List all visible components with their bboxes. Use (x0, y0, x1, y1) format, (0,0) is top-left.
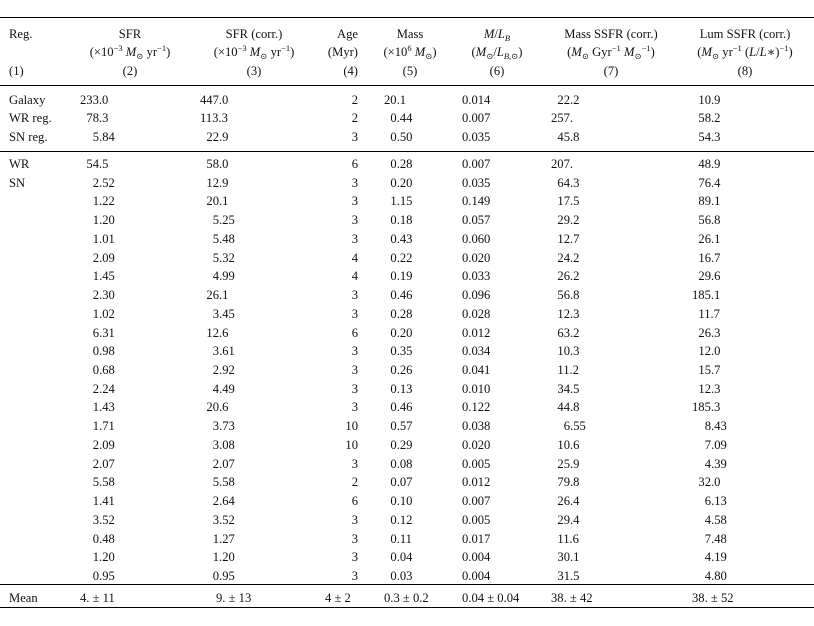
cell-mass: 0.04 (390, 550, 413, 565)
cell-ml: 0.035 (462, 129, 491, 144)
cell-mass-ssfr: 56.8 (557, 288, 580, 303)
cell-mass: 0.19 (390, 269, 413, 284)
cell-sfr-corr: 1.27 (212, 531, 235, 546)
colnum-6: (6) (489, 64, 505, 78)
cell-sfr: 2.09 (92, 250, 115, 265)
cell-lum-ssfr: 11.7 (698, 306, 720, 321)
cell-lum-ssfr: 12.0 (698, 344, 721, 359)
mean-sfr: 4. ± 11 (80, 591, 115, 605)
cell-mass: 0.12 (390, 512, 413, 527)
cell-sfr: 1.20 (92, 550, 115, 565)
cell-mass-ssfr: 12.7 (557, 231, 580, 246)
cell-age: 3 (351, 306, 358, 321)
cell-lum-ssfr: 89.1 (698, 194, 721, 209)
cell-sfr: 5.84 (92, 129, 115, 144)
cell-age: 4 (351, 269, 358, 284)
cell-lum-ssfr: 16.7 (698, 250, 721, 265)
mean-reg: Mean (9, 591, 38, 605)
cell-sfr: 2.24 (92, 381, 115, 396)
cell-lum-ssfr: 4.19 (704, 550, 727, 565)
cell-ml: 0.038 (462, 419, 491, 434)
cell-mass: 0.46 (390, 288, 413, 303)
cell-age: 3 (351, 381, 358, 396)
cell-mass-ssfr: 24.2 (557, 250, 580, 265)
cell-age: 3 (351, 363, 358, 378)
cell-lum-ssfr: 54.3 (698, 129, 721, 144)
cell-age: 3 (351, 550, 358, 565)
cell-sfr-corr: 22.9 (206, 129, 229, 144)
cell-age: 3 (351, 531, 358, 546)
cell-sfr: 1.41 (92, 494, 115, 509)
unit-ml: $(M_⊙/L_{B,⊙})$ (471, 45, 523, 61)
cell-mass: 0.11 (390, 531, 412, 546)
cell-sfr-corr: 3.52 (212, 512, 235, 527)
cell-sfr: 3.52 (92, 512, 115, 527)
cell-sfr-corr: 0.95 (212, 569, 235, 584)
cell-mass: 0.28 (390, 306, 413, 321)
cell-age: 3 (351, 129, 358, 144)
cell-lum-ssfr: 29.6 (698, 269, 721, 284)
cell-lum-ssfr: 58.2 (698, 111, 721, 126)
cell-mass-ssfr: 257. (551, 111, 574, 126)
cell-ml: 0.020 (462, 437, 491, 452)
cell-ml: 0.007 (462, 111, 491, 126)
cell-mass-ssfr: 45.8 (557, 129, 580, 144)
cell-mass-ssfr: 79.8 (557, 475, 580, 490)
cell-sfr-corr: 5.48 (212, 231, 235, 246)
cell-age: 3 (351, 231, 358, 246)
cell-mass: 0.29 (390, 437, 413, 452)
cell-lum-ssfr: 7.48 (704, 531, 727, 546)
cell-sfr-corr: 20.6 (206, 400, 229, 415)
cell-sfr: 2.09 (92, 437, 115, 452)
top-rule (0, 17, 814, 18)
cell-sfr: 1.45 (92, 269, 115, 284)
unit-sfr-corr: ($\times 10^{-3}$ $M_⊙$ $yr^{-1}$) (213, 43, 295, 61)
header-sfr: SFR (118, 27, 142, 41)
cell-mass-ssfr: 10.6 (557, 437, 580, 452)
colnum-2: (2) (122, 64, 138, 78)
cell-sfr-corr: 20.1 (206, 194, 229, 209)
mean-lum-ssfr: 38. ± 52 (692, 591, 734, 605)
cell-mass: 20.1 (384, 93, 407, 107)
cell-ml: 0.034 (462, 344, 491, 359)
unit-lum-ssfr: ($M_⊙$ $yr^{-1}$ (L/L∗)$^{-1}$) (697, 43, 793, 61)
cell-age: 10 (345, 437, 358, 452)
cell-mass: 0.44 (390, 111, 413, 126)
cell-lum-ssfr: 12.3 (698, 381, 721, 396)
cell-age: 3 (351, 400, 358, 415)
cell-sfr-corr: 58.0 (206, 157, 229, 171)
unit-mass: ($\times 10^6$ $M_⊙$) (383, 43, 437, 61)
header-mass: Mass (396, 27, 424, 41)
mean-rule (0, 584, 814, 585)
cell-mass-ssfr: 22.2 (557, 93, 580, 107)
cell-age: 2 (351, 111, 358, 126)
cell-sfr-corr: 3.08 (212, 437, 235, 452)
cell-age: 4 (351, 250, 358, 265)
cell-age: 10 (345, 419, 358, 434)
unit-mass-ssfr: ($M_⊙$ Gyr$^{-1}$ $M_⊙^{-1}$) (567, 43, 655, 61)
cell-lum-ssfr: 56.8 (698, 213, 721, 228)
cell-mass: 0.20 (390, 325, 413, 340)
cell-sfr-corr: 5.58 (212, 475, 235, 490)
cell-mass-ssfr: 44.8 (557, 400, 580, 415)
cell-age: 3 (351, 213, 358, 228)
header-mass-ssfr: Mass SSFR (corr.) (564, 27, 658, 41)
cell-sfr: 0.95 (92, 569, 115, 584)
cell-sfr-corr: 447.0 (200, 93, 229, 107)
cell-lum-ssfr: 26.3 (698, 325, 721, 340)
cell-lum-ssfr: 8.43 (704, 419, 727, 434)
cell-ml: 0.005 (462, 456, 491, 471)
cell-sfr: 5.58 (92, 475, 115, 490)
cell-sfr: 54.5 (86, 157, 109, 171)
cell-ml: 0.007 (462, 157, 491, 171)
mean-sfr-corr: 9. ± 13 (216, 591, 252, 605)
cell-sfr-corr: 3.45 (212, 306, 235, 321)
cell-ml: 0.028 (462, 306, 491, 321)
cell-sfr: 2.30 (92, 288, 115, 303)
cell-lum-ssfr: 4.39 (704, 456, 727, 471)
cell-age: 2 (351, 475, 358, 490)
colnum-3: (3) (246, 64, 262, 78)
cell-sfr-corr: 5.32 (212, 250, 235, 265)
cell-ml: 0.122 (462, 400, 491, 415)
cell-mass: 0.03 (390, 569, 413, 584)
cell-mass-ssfr: 12.3 (557, 306, 580, 321)
cell-mass: 0.13 (390, 381, 413, 396)
header-rule (0, 85, 814, 86)
cell-ml: 0.041 (462, 363, 491, 378)
cell-ml: 0.012 (462, 475, 491, 490)
cell-lum-ssfr: 15.7 (698, 363, 721, 378)
cell-mass-ssfr: 17.5 (557, 194, 580, 209)
cell-sfr: 1.71 (92, 419, 115, 434)
cell-mass-ssfr: 63.2 (557, 325, 580, 340)
cell-ml: 0.012 (462, 325, 491, 340)
cell-ml: 0.014 (462, 93, 491, 107)
cell-mass: 0.46 (390, 400, 413, 415)
cell-mass: 0.22 (390, 250, 413, 265)
cell-sfr-corr: 12.9 (206, 175, 229, 190)
cell-mass-ssfr: 34.5 (557, 381, 580, 396)
cell-lum-ssfr: 48.9 (698, 157, 721, 171)
cell-sfr: 0.98 (92, 344, 115, 359)
cell-age: 3 (351, 456, 358, 471)
group-rule (0, 151, 814, 152)
cell-mass-ssfr: 29.2 (557, 213, 580, 228)
cell-ml: 0.004 (462, 550, 491, 565)
cell-ml: 0.033 (462, 269, 491, 284)
cell-lum-ssfr: 4.80 (704, 569, 727, 584)
cell-sfr: 78.3 (86, 111, 109, 126)
cell-mass-ssfr: 64.3 (557, 175, 580, 190)
cell-age: 3 (351, 512, 358, 527)
cell-sfr-corr: 2.07 (212, 456, 235, 471)
cell-mass-ssfr: 29.4 (557, 512, 580, 527)
unit-age: (Myr) (327, 45, 358, 59)
mean-age: 4 ± 2 (325, 591, 351, 605)
cell-age: 6 (351, 157, 358, 171)
cell-sfr-corr: 12.6 (206, 325, 229, 340)
cell-mass-ssfr: 207. (551, 157, 574, 171)
cell-sfr: 0.68 (92, 363, 115, 378)
cell-age: 6 (351, 494, 358, 509)
cell-sfr: 1.43 (92, 400, 115, 415)
header-age: Age (337, 27, 358, 41)
cell-sfr-corr: 4.49 (212, 381, 235, 396)
cell-mass: 0.28 (390, 157, 413, 171)
cell-lum-ssfr: 185.3 (692, 400, 721, 415)
header-lum-ssfr: Lum SSFR (corr.) (699, 27, 791, 41)
colnum-8: (8) (737, 64, 753, 78)
cell-ml: 0.017 (462, 531, 491, 546)
cell-sfr: 233.0 (80, 93, 109, 107)
cell-ml: 0.096 (462, 288, 491, 303)
cell-lum-ssfr: 76.4 (698, 175, 721, 190)
cell-mass: 0.50 (390, 129, 413, 144)
cell-sfr-corr: 2.64 (212, 494, 235, 509)
cell-mass: 0.57 (390, 419, 413, 434)
cell-reg: WR (9, 157, 30, 171)
cell-sfr-corr: 1.20 (212, 550, 235, 565)
cell-mass: 0.08 (390, 456, 413, 471)
header-reg: Reg. (9, 27, 33, 41)
cell-sfr-corr: 3.61 (212, 344, 235, 359)
colnum-5: (5) (402, 64, 418, 78)
cell-age: 2 (351, 93, 358, 107)
cell-mass: 0.07 (390, 475, 413, 490)
cell-reg: Galaxy (9, 93, 46, 107)
header-ml: $M/L_B$ (483, 27, 511, 43)
cell-ml: 0.010 (462, 381, 491, 396)
cell-sfr: 1.22 (92, 194, 115, 209)
cell-sfr: 1.01 (92, 231, 115, 246)
cell-mass-ssfr: 26.4 (557, 494, 580, 509)
colnum-1: (1) (9, 64, 24, 78)
cell-lum-ssfr: 32.0 (698, 475, 721, 490)
cell-age: 3 (351, 194, 358, 209)
cell-mass: 1.15 (390, 194, 413, 209)
cell-reg: SN reg. (9, 129, 48, 144)
cell-reg: WR reg. (9, 111, 52, 126)
cell-mass-ssfr: 10.3 (557, 344, 580, 359)
cell-mass-ssfr: 11.2 (557, 363, 579, 378)
cell-mass-ssfr: 11.6 (557, 531, 579, 546)
colnum-7: (7) (603, 64, 619, 78)
cell-mass: 0.10 (390, 494, 413, 509)
colnum-4: (4) (343, 64, 358, 78)
cell-sfr-corr: 113.3 (200, 111, 228, 126)
bottom-rule (0, 607, 814, 608)
cell-sfr: 6.31 (92, 325, 115, 340)
cell-lum-ssfr: 26.1 (698, 231, 721, 246)
cell-sfr: 2.52 (92, 175, 115, 190)
mean-mass-ssfr: 38. ± 42 (551, 591, 593, 605)
cell-sfr-corr: 2.92 (212, 363, 235, 378)
mean-mass: 0.3 ± 0.2 (384, 591, 429, 605)
cell-ml: 0.007 (462, 494, 491, 509)
cell-sfr-corr: 5.25 (212, 213, 235, 228)
cell-lum-ssfr: 6.13 (704, 494, 727, 509)
cell-ml: 0.005 (462, 512, 491, 527)
header-sfr-corr: SFR (corr.) (225, 27, 283, 41)
cell-lum-ssfr: 4.58 (704, 512, 727, 527)
cell-reg: SN (9, 175, 26, 190)
cell-mass-ssfr: 26.2 (557, 269, 580, 284)
cell-mass: 0.20 (390, 175, 413, 190)
cell-ml: 0.020 (462, 250, 491, 265)
cell-lum-ssfr: 185.1 (692, 288, 721, 303)
cell-ml: 0.060 (462, 231, 491, 246)
cell-mass-ssfr: 30.1 (557, 550, 580, 565)
cell-ml: 0.057 (462, 213, 491, 228)
cell-sfr: 1.20 (92, 213, 115, 228)
cell-ml: 0.004 (462, 569, 491, 584)
mean-ml: 0.04 ± 0.04 (462, 591, 520, 605)
cell-mass: 0.35 (390, 344, 413, 359)
unit-sfr: ($\times 10^{-3}$ $M_⊙$ $yr^{-1}$) (89, 43, 171, 61)
cell-age: 3 (351, 344, 358, 359)
cell-mass-ssfr: 25.9 (557, 456, 580, 471)
cell-age: 3 (351, 175, 358, 190)
cell-ml: 0.035 (462, 175, 491, 190)
cell-lum-ssfr: 10.9 (698, 93, 721, 107)
cell-sfr: 0.48 (92, 531, 115, 546)
cell-sfr: 2.07 (92, 456, 115, 471)
cell-mass: 0.43 (390, 231, 413, 246)
cell-age: 6 (351, 325, 358, 340)
cell-mass-ssfr: 6.55 (563, 419, 586, 434)
cell-lum-ssfr: 7.09 (704, 437, 727, 452)
cell-sfr-corr: 3.73 (212, 419, 235, 434)
cell-mass: 0.26 (390, 363, 413, 378)
cell-age: 3 (351, 288, 358, 303)
cell-sfr-corr: 26.1 (206, 288, 229, 303)
cell-age: 3 (351, 569, 358, 584)
cell-ml: 0.149 (462, 194, 491, 209)
cell-sfr-corr: 4.99 (212, 269, 235, 284)
cell-sfr: 1.02 (92, 306, 115, 321)
cell-mass: 0.18 (390, 213, 413, 228)
cell-mass-ssfr: 31.5 (557, 569, 580, 584)
